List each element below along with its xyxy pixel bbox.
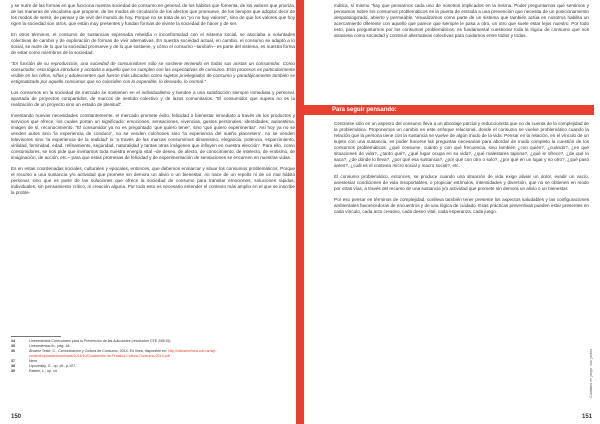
footnote [11,369,291,374]
body-paragraph: Centrarse sólo en un aspecto del consumo lleva a un abordaje parcial y reduccionista que no da cuenta de la complejidad de la problemática. Proponemos un cambio en este enfoque relacional, donde el consumo se vuelve problemático cuando la relación que la persona tiene con la sustancia se vuelve de algún modo de la vida. Pensar en la relación, en el vínculo de un sujeto con una sustancia, es poder hacerse las preguntas necesarias para abordar de modo completo la cuestión de los consumos problemáticos: ¿qué consume, cuánto y con qué frecuencia, sino también ¿con quién?, ¿cuándo?, ¿en qué situaciones de vida?, ¿tanto qué?, ¿qué lugar ocupa en su vida?, ¿qué malestares tapona?, ¿qué le ofrece?, ¿de qué lo saca?, ¿de dónde lo lleva?, ¿por qué esa sustancia?, ¿por qué con otro o solo?, ¿por qué en un lugar y no otro?, ¿qué pasó antes?, ¿cuál es el contexto micro social y macro social?, etc. [334,121,589,168]
footnote-number: 37 [11,359,15,363]
footnote [11,349,291,359]
footnote-number: 34 [11,339,15,343]
page-number: 150 [11,414,22,420]
left-page-body [11,3,295,201]
footnote-text: Lineamientos Ib., pág. 18. [29,344,71,348]
left-page [0,0,296,424]
body-paragraph: Inventando nuevas necesidades constantemente, el mercado promete éxito, felicidad o bienestar inmediato a través de los productos y servicios que ofrece, los cuales portan un significado: emociones, sensaciones, vivencias, gustos personales, identidades, autoestima, imagen de sí, reconocimiento. “El consumidor ya no es preguntado ‘qué quiero tener’, sino ‘qué quiero experimentar’. Así hoy ya no se venden autos sino ‘la experiencia de conducir’, no se venden colchones sino ‘la experiencia del sueño placentero’, no se venden televisores sino ‘la experiencia de la realidad’ ni ‘a través de las marcas consumimos dinamismo, elegancia, potencia, esparcimiento, virilidad, feminidad, edad, refinamiento, seguridad, naturalidad y tantas otras imágenes que influyen en nuestra elección’. Para ello, como consumidores, se nos pide que invirtamos toda nuestra energía vital –de deseo, de afecto, de conocimiento, de intelecto, de erotismo, de imaginación, de acción, etc.– para que estas promesas de felicidad y de experimentación de sensaciones se encarnen en nuestras vidas. [11,113,295,160]
quote-paragraph: “En función de su reproducción, una sociedad de consumidores sólo se sostiene teniendo en todas sus aristas un consumidor. Como consumidor, esta lógica introduce y acotada a aquello que no cumplen con las expectativas de consumo. Esta procesos es particularmente visible en los niños, niñas y adolescentes que fueron más ubicados como sujetos privilegiados de consumo y paradójicamente también se estigmatizado por aquello consumos que no coinciden con lo esperable, lo deseado, lo normal.” [11,61,295,84]
body-paragraph: mática, sí mismo “hay que pensarnos cada uno de nosotros implicados en la misma. Poder preguntarnos qué sentimos y pensamos sobre los consumos problemáticos es la puerta de entrada a una prevención que necesita de un posicionamiento despatologizado, abierto y permeable. Visualizamos como parte de un sistema que también actúa en nosotros habilita un acercamiento diferente con aquello que parece que siempre le pasa a otro, un otro que suele estar lejos nuestro. Por todo esto, para preguntarnos por los consumos problemáticos, es fundamental cuestionar toda la lógica de consumo que nos atraviesa como sociedad y construir alternativas colectivas para cuidarnos entre todos y todas. [334,3,589,38]
body-paragraph: y se nutre de las formas en que funciona nuestra sociedad de consumo en general, de los hábitos que fomenta, de los valores que prioriza, de las maneras de vincularse que propone, de los modos de circulación de los afectos que promueve, de los tiempos que adopta: decir de los modos de sentir, de pensar y de vivir del mundo de hoy. Porque no se trata de un “yo no hay valores”, sino de que los valores que hoy rigen la sociedad son otros, que están muy presentes y fundan formas de vivirse la sociedad de hacer y de ser. [11,3,295,26]
page-number: 151 [581,414,592,420]
right-page-intro [334,3,589,44]
footnote-number: 36 [11,349,15,353]
footnote-text: Lipovetsky, G., op. cit., p.107. [29,364,77,368]
body-paragraph: Es en estas coordenadas sociales, culturales y epocales, entonces, que debemos enmarcar y situar los consumos problemáticos. Porque el recurso a una sustancia y/o actividad que promete sin demora un alivio o un bienestar, no nace de un repollo ni de un mal hábito personal, sino que es parte de las soluciones que ofrece la sociedad de consumo para transitar emociones, soluciones rápidas, individuales, sin pensamiento crítico, ni creación alguna. Por todo esto es necesario entender el contexto más amplio en el que se inscribe la proble- [11,166,295,195]
footnote-text-main: Álvarez Teste, C., Comunicación y Cultura de Consumo, 2014. En línea, disponible en: [29,349,167,353]
page-gutter [296,0,304,424]
footnote-text: Rabich, L., op. cit. [29,369,58,373]
footnote-text: Lineamientos Curriculares para la Prevención de las Adicciones (resolución CFE 256/15). [29,339,172,343]
footnote-number: 35 [11,344,15,348]
footnote-link[interactable]: http://sitiosemlinea.com.ar/wp-content/uploads/downloads/2014/10/Cuadernillo-de-Practica-Cultura-Consumo-2014.pdf [29,349,217,358]
body-paragraph: En otros términos, el consumo de sustancias expresaba rebeldía o inconformidad con el sistema social, se asociaba a voluntades colectivas de cambio y de exploración de formas de vivir alternativas. En nuestra sociedad actual, en cambio, el consumo se adaptó a lo social, se nutre de lo que la sociedad promueve y de lo que sostiene, y cómo el consumo –también– es parte del sistema, es nuestra forma de estar como miembros de la sociedad. [11,32,295,55]
footnotes [11,336,291,374]
body-paragraph: El consumo problemático, entonces, se produce cuando una situación de vida exige aliviar un dolor, evadir un vacío, anestesiar condiciones de vida insoportables, o propiciar estímulos, intensidades y diversión, que no se obtienen en modo por otras vías, a través del recurso de una sustancia y/o actividad que promete sin demora un alivio o un bienestar. [334,174,589,191]
footnote-number: 38 [11,364,15,368]
body-paragraph: Por eso pensar en términos de complejidad, conlleva también tener presente los aspectos saludables y las configuraciones ambientales favorecedoras de encuentros y de una lógica de cuidado. Esas prácticas preventivas pueden estar presentes en cada vínculo, cada acto creativo, cada deseo vital, cada esperanza, cada juego. [334,197,589,214]
footnote-text [29,349,291,359]
running-title: Cuidados en juego, vivir juntos [589,349,593,398]
body-paragraph: Los consumos en la sociedad de mercado se sostienen en el individualismo y tienden a una satisfacción siempre inmediata y personal, apartada de proyectos compartidos, de marcos de sentido colectivo y de lazos comunitarios. “El consumidor que supera no es la realización de un proyecto sino un estado de plenitud”. [11,90,295,107]
right-page-body [334,121,589,220]
footnote-divider [11,336,61,337]
section-heading: Para seguir pensando: [304,105,594,115]
footnote-text: Ídem. [29,359,38,363]
footnote-number: 39 [11,369,15,373]
right-page [304,0,600,424]
